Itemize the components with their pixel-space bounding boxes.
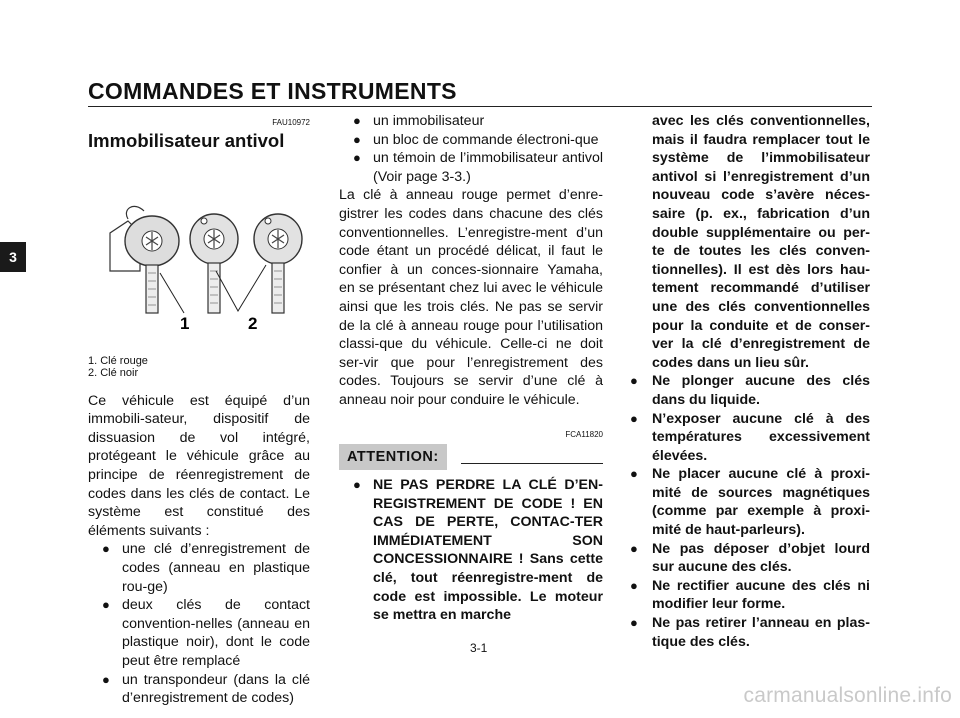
warning-list — [630, 372, 870, 651]
section-header: COMMANDES ET INSTRUMENTS — [88, 78, 457, 104]
list-item: ● un transpondeur (dans la clé d’enregistrement de codes) — [88, 671, 310, 708]
paragraph: La clé à anneau rouge permet d’enre-gistrer les codes dans chacune des clés conventionnelles. L’enregistre-ment d’un code étant un procédé délicat, il faut le confier à un conces-sionnaire Yamaha, en se présentant chez lui avec le véhicule ainsi que les trois clés. Ne pas se servir de la clé à anneau rouge pour l’utilisation classi-que du véhicule. Celle-ci ne doit ser-vir que pour l’enregistrement des codes. Toujours se servir d’une clé à anneau noir pour conduire le véhicule. — [339, 187, 603, 408]
section-title: Immobilisateur antivol — [88, 130, 285, 151]
warning-list — [339, 476, 603, 625]
list-item: ● un témoin de l’immobilisateur antivol (Voir page 3-3.) — [339, 149, 603, 186]
warning-item: ● N’exposer aucune clé à des températures excessivement élevées. — [630, 410, 870, 466]
chapter-tab: 3 — [0, 242, 26, 272]
callout-1: 1 — [180, 313, 190, 333]
watermark: carmanualsonline.info — [743, 684, 952, 707]
warning-item: ● Ne rectifier aucune des clés ni modifier leur forme. — [630, 577, 870, 614]
warning-item: ● Ne plonger aucune des clés dans du liquide. — [630, 372, 870, 409]
warning-item: ● NE PAS PERDRE LA CLÉ D’EN-REGISTREMENT DE CODE ! EN CAS DE PERTE, CONTAC-TER IMMÉDIATEMENT SON CONCESSIONNAIRE ! Sans cette clé, tout réenregistre-ment de code est impossible. Le moteur se mettra en marche — [339, 476, 603, 625]
keys-illustration — [88, 161, 310, 351]
attention-label: ATTENTION: — [339, 444, 447, 471]
list-item: ● deux clés de contact convention-nelles (anneau en plastique noir), dont le code peut être remplacé — [88, 596, 310, 670]
caption-item: 2. Clé noir — [88, 367, 139, 380]
callout-2: 2 — [248, 313, 258, 333]
black-key-icon — [254, 214, 302, 313]
list-item: ● une clé d’enregistrement de codes (anneau en plastique rou-ge) — [88, 540, 310, 596]
page-number: 3-1 — [470, 641, 488, 655]
caption-item: 1. Clé rouge — [88, 354, 148, 367]
figure-caption — [88, 355, 310, 380]
column-middle — [339, 112, 603, 625]
keys-figure — [88, 161, 310, 351]
column-right — [630, 112, 870, 651]
header-rule — [88, 106, 872, 107]
bullet-list — [88, 540, 310, 707]
attention-rule — [461, 463, 603, 464]
warning-item: ● Ne pas déposer d’objet lourd sur aucune des clés. — [630, 540, 870, 577]
list-item: ● un immobilisateur — [339, 112, 603, 131]
list-item: ● un bloc de commande électroni-que — [339, 131, 603, 150]
warning-item: ● Ne pas retirer l’anneau en plas-tique des clés. — [630, 614, 870, 651]
attention-header — [339, 444, 603, 471]
warning-item: ● Ne placer aucune clé à proxi-mité de sources magnétiques (comme par exemple à proxi-mité de haut-parleurs). — [630, 465, 870, 539]
reference-code: FAU10972 — [272, 118, 310, 127]
red-key-icon — [110, 206, 179, 313]
bullet-list — [339, 112, 603, 186]
paragraph: Ce véhicule est équipé d’un immobili-sateur, dispositif de dissuasion de vol intégré, protégeant le véhicule grâce au principe de réenregistrement de codes dans les clés de contact. Le système est constitué des éléments suivants : — [88, 392, 310, 539]
warning-continued: avec les clés conventionnelles, mais il faudra remplacer tout le système de l’immobilisateur antivol si l’enregistrement d’un nouveau code s’avère néces-saire (p. ex., fabrication d’un double supplémentaire ou per-te de toutes les clés conven-tionnelles). Il est dès lors hau-tement recommandé d’utiliser une des clés conventionnelles pour la conduite et de conser-ver la clé d’enregistrement de codes dans un lieu sûr. — [652, 113, 870, 371]
reference-code: FCA11820 — [565, 429, 603, 439]
column-left — [88, 112, 310, 708]
